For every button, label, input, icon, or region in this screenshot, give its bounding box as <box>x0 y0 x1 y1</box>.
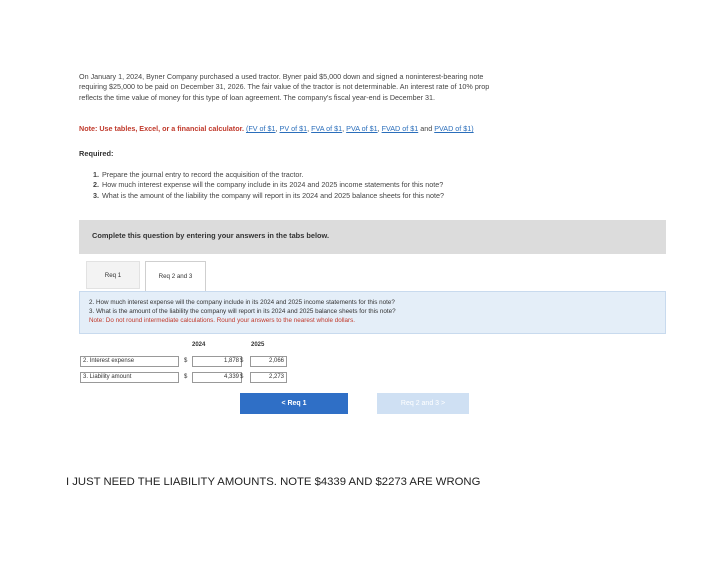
question-box <box>79 291 666 334</box>
question-line: 2. How much interest expense will the company include in its 2024 and 2025 income statements for this note? <box>89 299 395 306</box>
problem-intro <box>79 72 671 103</box>
note-line: Note: Use tables, Excel, or a financial calculator. (FV of $1, PV of $1, FVA of $1, PVA of $1, FVAD of $1 and PVAD of $1) <box>79 124 474 133</box>
currency-symbol: $ <box>240 358 244 364</box>
link-pvad[interactable]: PVAD of $1) <box>434 124 474 133</box>
liability-2025-input[interactable]: 2,273 <box>250 372 287 383</box>
instructions-bar <box>79 220 666 254</box>
required-heading: Required: <box>79 149 114 158</box>
liability-2024-input[interactable]: 4,339 <box>192 372 242 383</box>
note-label: Note: Use tables, Excel, or a financial calculator. <box>79 124 244 133</box>
currency-symbol: $ <box>184 358 188 364</box>
intro-line: On January 1, 2024, Byner Company purchased a used tractor. Byner paid $5,000 down and signed a noninterest-bearing note <box>79 72 484 81</box>
tab-req-2-and-3[interactable]: Req 2 and 3 <box>145 261 206 291</box>
requirement-item: 1. Prepare the journal entry to record the acquisition of the tractor. <box>93 170 304 179</box>
instructions-text: Complete this question by entering your answers in the tabs below. <box>92 231 330 240</box>
link-fvad[interactable]: FVAD of $1 <box>381 124 419 133</box>
interest-expense-2024-input[interactable]: 1,878 <box>192 356 242 367</box>
prev-req-button[interactable]: < Req 1 <box>240 393 348 414</box>
link-fva[interactable]: FVA of $1 <box>311 124 343 133</box>
requirements-list <box>93 170 444 201</box>
link-pv[interactable]: PV of $1 <box>279 124 308 133</box>
user-comment: I JUST NEED THE LIABILITY AMOUNTS. NOTE $4339 AND $2273 ARE WRONG <box>66 476 481 488</box>
column-header-2024: 2024 <box>192 342 206 348</box>
link-fv[interactable]: (FV of $1 <box>245 124 276 133</box>
question-line: 3. What is the amount of the liability the company will report in its 2024 and 2025 balance sheets for this note? <box>89 308 396 315</box>
requirement-item: 2. How much interest expense will the company include in its 2024 and 2025 income statements for this note? <box>93 180 444 190</box>
next-req-button[interactable]: Req 2 and 3 > <box>377 393 469 414</box>
row-label: 3. Liability amount <box>80 372 179 383</box>
interest-expense-2025-input[interactable]: 2,066 <box>250 356 287 367</box>
currency-symbol: $ <box>184 374 188 380</box>
tab-req-1[interactable]: Req 1 <box>86 261 140 289</box>
currency-symbol: $ <box>240 374 244 380</box>
requirement-item: 3. What is the amount of the liability the company will report in its 2024 and 2025 balance sheets for this note? <box>93 190 445 200</box>
rounding-note: Note: Do not round intermediate calculations. Round your answers to the nearest whole dollars. <box>89 317 356 324</box>
link-pva[interactable]: PVA of $1 <box>346 124 378 133</box>
intro-line: reflects the time value of money for this type of loan agreement. The company's fiscal year-end is December 31. <box>79 92 435 102</box>
column-header-2025: 2025 <box>251 342 265 348</box>
row-label: 2. Interest expense <box>80 356 179 367</box>
intro-line: requiring $25,000 to be paid on December 31, 2026. The fair value of the tractor is not determinable. An interest rate of 10% prop <box>79 82 490 92</box>
